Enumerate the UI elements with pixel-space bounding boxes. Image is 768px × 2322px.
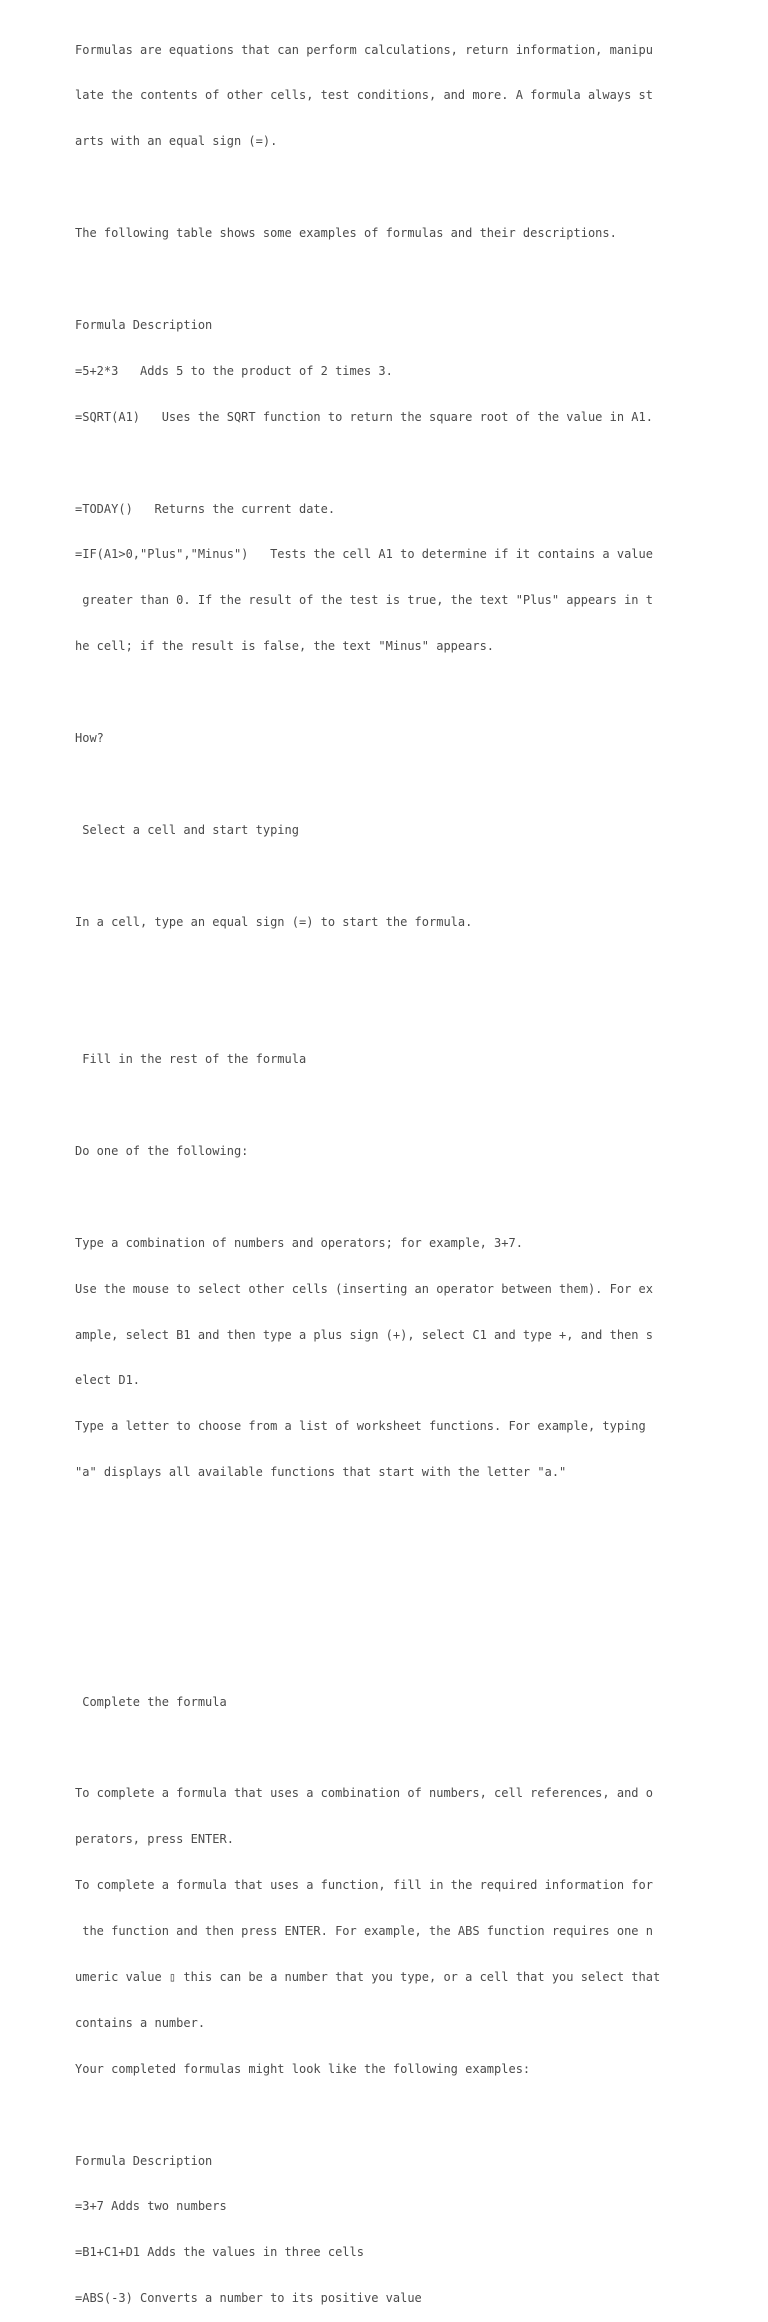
step2-option-2c: elect D1. xyxy=(75,1373,141,1388)
table1-row-4c: he cell; if the result is false, the text "Minus" appears. xyxy=(75,639,495,654)
table1-header: Formula Description xyxy=(75,317,213,332)
step3-para-2b: the function and then press ENTER. For example, the ABS function requires one n xyxy=(75,1924,653,1939)
table1-row-2: =SQRT(A1) Uses the SQRT function to return the square root of the value in A1. xyxy=(75,409,653,424)
spacer xyxy=(75,2108,725,2123)
step2-lead: Do one of the following: xyxy=(75,1143,249,1158)
spacer xyxy=(75,960,725,975)
spacer xyxy=(75,1603,725,1618)
table1-row-4a: =IF(A1>0,"Plus","Minus") Tests the cell A1 to determine if it contains a value xyxy=(75,547,653,562)
step3-para-2d: contains a number. xyxy=(75,2015,206,2030)
spacer xyxy=(75,272,725,287)
step2-option-1: Type a combination of numbers and operators; for example, 3+7. xyxy=(75,1235,523,1250)
step1-text: In a cell, type an equal sign (=) to start the formula. xyxy=(75,914,473,929)
spacer xyxy=(75,1511,725,1526)
step2-option-2a: Use the mouse to select other cells (inserting an operator between them). For ex xyxy=(75,1281,653,1296)
step3-para-1b: perators, press ENTER. xyxy=(75,1832,234,1847)
spacer xyxy=(75,1006,725,1021)
table1-row-4b: greater than 0. If the result of the test is true, the text "Plus" appears in t xyxy=(75,593,653,608)
table2-row-3: =ABS(-3) Converts a number to its positive value xyxy=(75,2291,422,2306)
step3-para-3: Your completed formulas might look like the following examples: xyxy=(75,2061,531,2076)
table-intro: The following table shows some examples of formulas and their descriptions. xyxy=(75,226,617,241)
step3-para-2c: umeric value ▯ this can be a number that you type, or a cell that you select that xyxy=(75,1970,661,1984)
table1-row-3: =TODAY() Returns the current date. xyxy=(75,501,336,516)
spacer xyxy=(75,1649,725,1664)
intro-line-3: arts with an equal sign (=). xyxy=(75,134,278,149)
step2-title: Fill in the rest of the formula xyxy=(75,1052,307,1067)
table1-row-1: =5+2*3 Adds 5 to the product of 2 times 3. xyxy=(75,363,393,378)
spacer xyxy=(75,777,725,792)
spacer xyxy=(75,1741,725,1756)
step2-option-3a: Type a letter to choose from a list of worksheet functions. For example, typing xyxy=(75,1419,646,1434)
step3-title: Complete the formula xyxy=(75,1694,227,1709)
spacer xyxy=(75,685,725,700)
spacer xyxy=(75,456,725,471)
spacer xyxy=(75,1098,725,1113)
spacer xyxy=(75,1190,725,1205)
step2-option-2b: ample, select B1 and then type a plus sign (+), select C1 and type +, and then s xyxy=(75,1327,653,1342)
table2-row-1: =3+7 Adds two numbers xyxy=(75,2199,227,2214)
spacer xyxy=(75,1557,725,1572)
intro-line-2: late the contents of other cells, test conditions, and more. A formula always st xyxy=(75,88,653,103)
intro-line-1: Formulas are equations that can perform calculations, return information, manipu xyxy=(75,42,653,57)
table2-row-2: =B1+C1+D1 Adds the values in three cells xyxy=(75,2245,364,2260)
step2-option-3b: "a" displays all available functions that start with the letter "a." xyxy=(75,1465,567,1480)
step3-para-1a: To complete a formula that uses a combination of numbers, cell references, and o xyxy=(75,1786,653,1801)
table2-header: Formula Description xyxy=(75,2153,213,2168)
document-body xyxy=(75,12,725,2322)
step3-para-2a: To complete a formula that uses a function, fill in the required information for xyxy=(75,1878,653,1893)
step1-title: Select a cell and start typing xyxy=(75,822,299,837)
spacer xyxy=(75,180,725,195)
how-heading: How? xyxy=(75,730,104,745)
spacer xyxy=(75,869,725,884)
